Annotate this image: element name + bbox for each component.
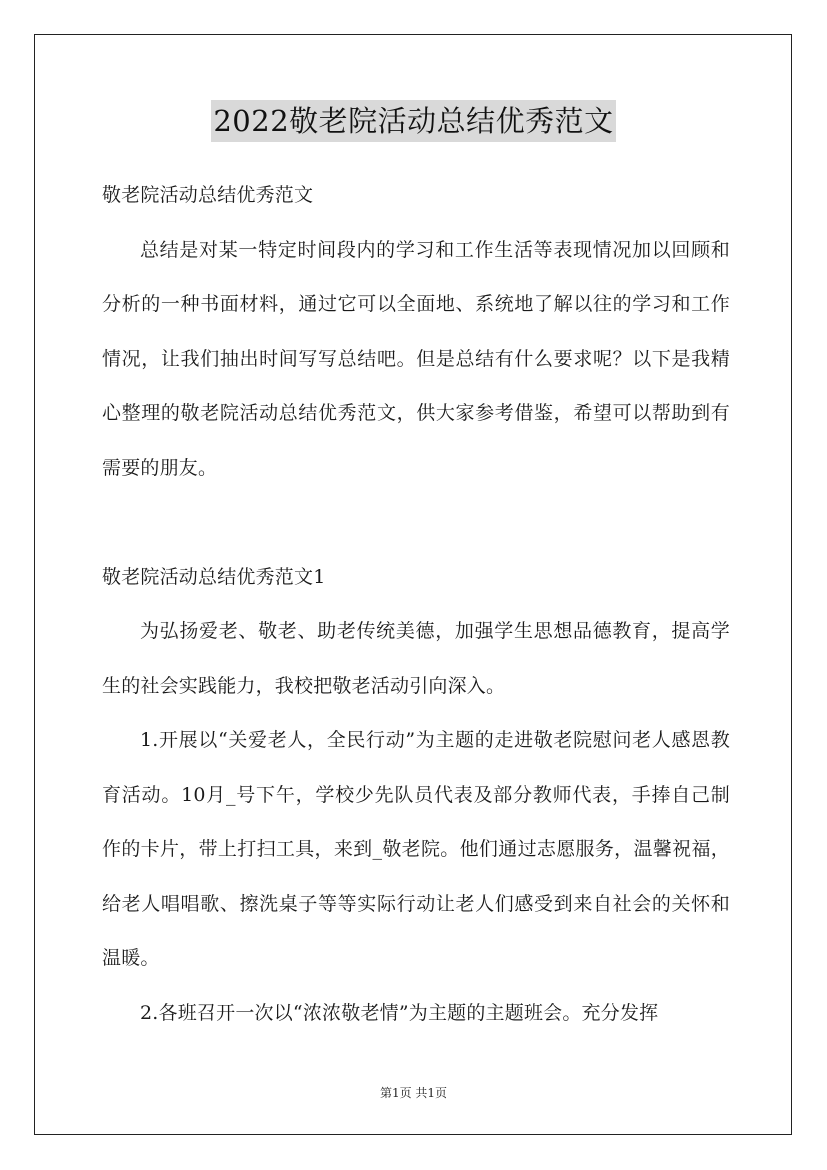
section-heading: 敬老院活动总结优秀范文1 [102, 565, 326, 588]
section-spacer [102, 495, 730, 550]
intro-paragraph: 总结是对某一特定时间段内的学习和工作生活等表现情况加以回顾和分析的一种书面材料，通过它可以全面地、系统地了解以往的学习和工作情况，让我们抽出时间写写总结吧。但是总结有什么要求呢？以下是我精心整理的敬老院活动总结优秀范文，供大家参考借鉴，希望可以帮助到有需要的朋友。 [102, 238, 730, 479]
document-body [102, 168, 730, 1040]
page-number: 第1页 共1页 [379, 1086, 448, 1100]
page-footer [0, 1084, 827, 1101]
subtitle: 敬老院活动总结优秀范文 [102, 184, 314, 206]
body-paragraph-3: 2.各班召开一次以“浓浓敬老情”为主题的主题班会。充分发挥 [140, 1001, 659, 1024]
body-paragraph-1: 为弘扬爱老、敬老、助老传统美德，加强学生思想品德教育，提高学生的社会实践能力，我校把敬老活动引向深入。 [102, 620, 730, 697]
document-title: 2022敬老院活动总结优秀范文 [211, 100, 615, 142]
body-paragraph-2: 1.开展以“关爱老人，全民行动”为主题的走进敬老院慰问老人感恩教育活动。10月_号下午，学校少先队员代表及部分教师代表，手捧自己制作的卡片，带上打扫工具，来到_敬老院。他们通过志愿服务，温馨祝福，给老人唱唱歌、擦洗桌子等等实际行动让老人们感受到来自社会的关怀和温暖。 [102, 729, 730, 969]
title-wrapper [0, 100, 827, 142]
